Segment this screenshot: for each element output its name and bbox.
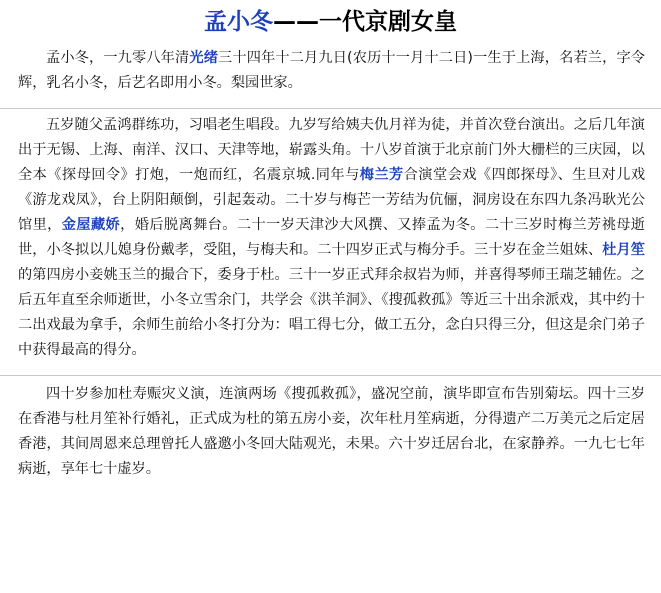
- intro-paragraph: [0, 46, 661, 96]
- page-title: [0, 8, 661, 36]
- career-text-d: 的第四房小妾姚玉兰的撮合下，委身于杜。三十一岁正式拜余叔岩为师，并喜得琴师王瑞芝辅佐。之后五年直至余师逝世，小冬立雪余门，共学会《洪羊洞》、《搜孤救孤》等近三十出余派戏，其中约十二出戏最为拿手，余师生前给小冬打分为：唱工得七分，做工五分，念白只得三分，但这是余门弟子中获得最高的得分。: [18, 267, 645, 358]
- later-life-paragraph: 四十岁参加杜寿赈灾义演，连演两场《搜孤救孤》，盛况空前，演毕即宣布告别菊坛。四十三岁在香港与杜月笙补行婚礼，正式成为杜的第五房小妾，次年杜月笙病逝，分得遗产二万美元之后定居香港，其间周恩来总理曾托人盛邀小冬回大陆观光，未果。六十岁迁居台北，在家静养。一九七七年病逝，享年七十虚岁。: [18, 386, 645, 477]
- intro-text-a: 孟小冬，一九零八年清: [46, 50, 190, 66]
- career-paragraph: [0, 113, 661, 363]
- title-subtitle: ——一代京剧女皇: [273, 9, 457, 35]
- divider: [0, 108, 661, 109]
- intro-text-b: 三十四年十二月九日(农历十一月十二日)一生于上海，名若兰，字令辉，乳名小冬，后艺名即用小冬。梨园世家。: [18, 50, 645, 91]
- link-du-yuesheng[interactable]: 杜月笙: [602, 242, 645, 258]
- title-name: 孟小冬: [204, 9, 273, 35]
- career-text-c: ，婚后脱离舞台。二十一岁天津沙大风撰、又捧孟为冬。二十三岁时梅兰芳祧母逝世，小冬拟以儿媳身份戴孝，受阻，与梅夫和。二十四岁正式与梅分手。三十岁在金兰姐妹、: [18, 217, 645, 258]
- career-text-b: 合演堂会戏《四郎探母》、生旦对儿戏《游龙戏凤》，台上阴阳颠倒，引起轰动。二十岁与梅芒一芳结为伉俪，洞房设在东四九条冯耿光公馆里，: [18, 167, 646, 233]
- link-guangxu[interactable]: 光绪: [189, 50, 219, 66]
- career-text-a: 五岁随父孟鸿群练功，习唱老生唱段。九岁写给姨夫仇月祥为徒，并首次登台演出。之后几年演出于无锡、上海、南洋、汉口、天津等地，崭露头角。十八岁首演于北京前门外大栅栏的三庆园，以全本《探母回令》打炮，一炮而红，名震京城.同年与: [18, 117, 645, 183]
- link-mei-lanfang[interactable]: 梅兰芳: [359, 167, 404, 183]
- article: [0, 8, 661, 593]
- divider: [0, 375, 661, 376]
- link-jinwu-cangjiao[interactable]: 金屋藏娇: [61, 217, 121, 233]
